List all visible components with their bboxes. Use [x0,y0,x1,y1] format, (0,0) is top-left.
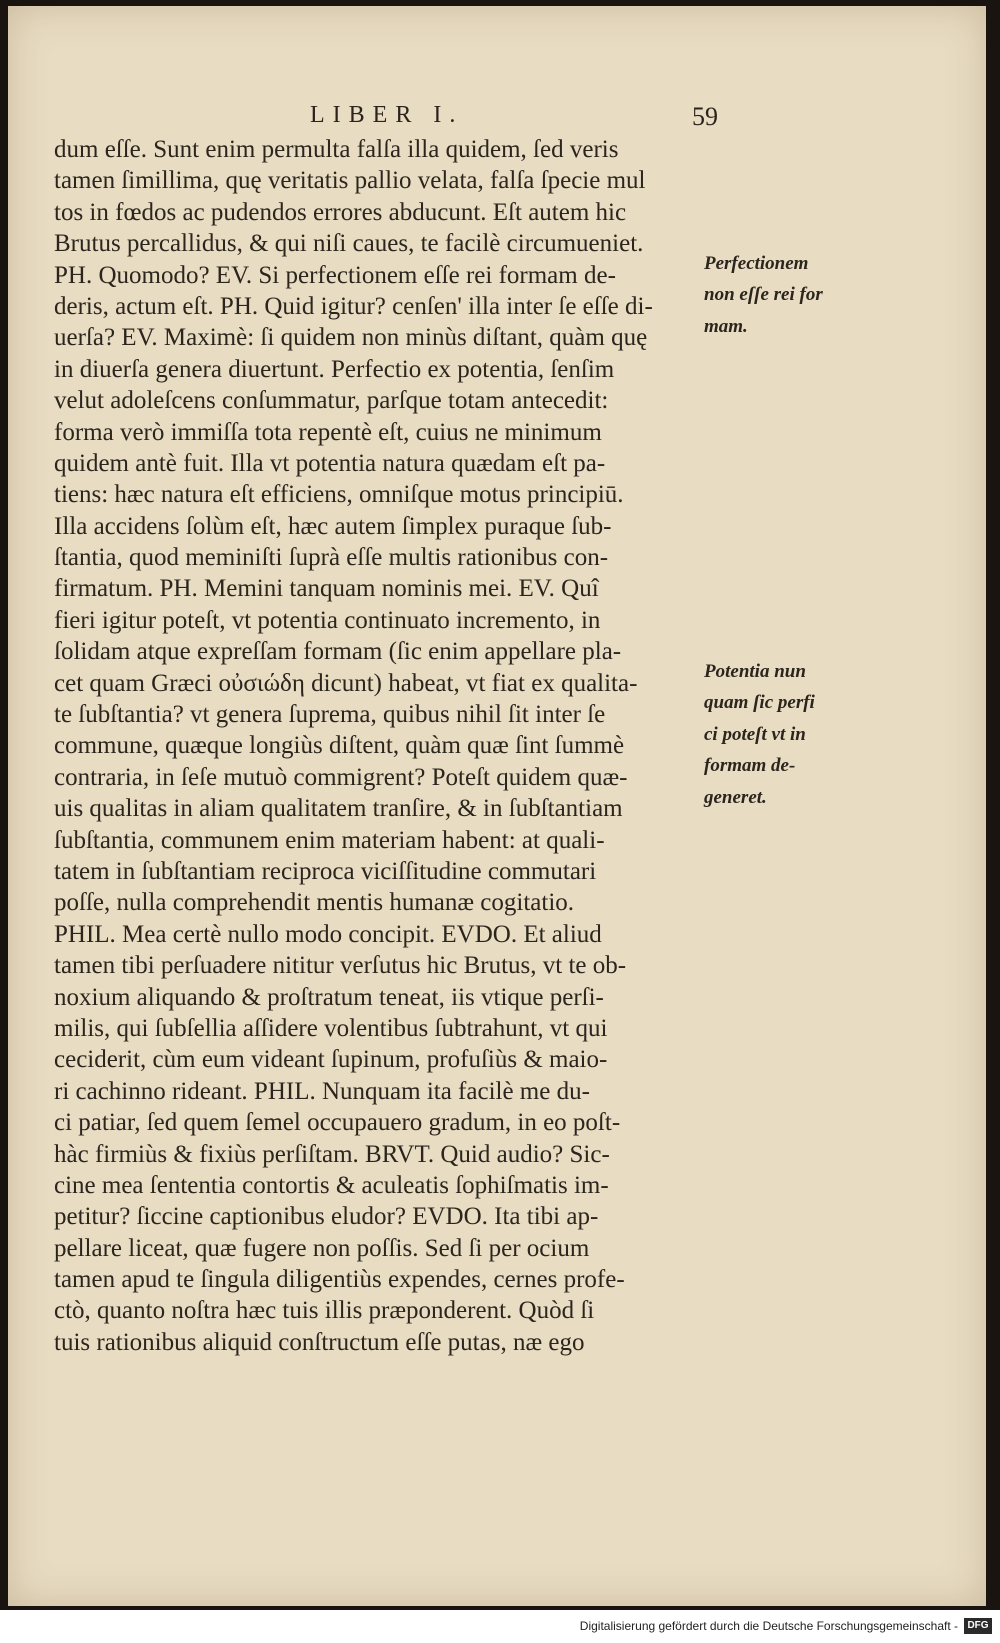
text-line: noxium aliquando & proſtratum teneat, iis vtique perſi- [54,983,604,1011]
text-line: cine mea ſententia contortis & aculeatis ſophiſmatis im- [54,1171,609,1199]
text-line: tamen tibi perſuadere nititur verſutus hic Brutus, vt te ob- [54,952,627,980]
dfg-logo-icon: DFG [964,1618,992,1634]
margin-note-perfectio [704,248,854,342]
text-line: petitur? ſiccine captionibus eludor? EVDO. Ita tibi ap- [54,1203,599,1231]
main-text [54,134,718,1358]
margin-note-line: generet. [704,786,767,808]
funding-credit: Digitalisierung gefördert durch die Deutsche Forschungsgemeinschaft - [579,1619,958,1633]
text-line: tatem in ſubſtantiam reciproca viciſſitudine commutari [54,857,597,885]
text-line: tamen ſimillima, quę veritatis pallio velata, falſa ſpecie mul [54,167,646,195]
text-line: ceciderit, cùm eum videant ſupinum, profuſiùs & maio- [54,1046,608,1074]
text-line: Brutus percallidus, & qui niſi caues, te facilè circumueniet. [54,230,644,258]
text-line: firmatum. PH. Memini tanquam nominis mei. EV. Quî [54,575,599,603]
text-line: PHIL. Mea certè nullo modo concipit. EVDO. Et aliud [54,920,602,948]
text-line: tuis rationibus aliquid conſtructum eſſe putas, næ ego [54,1328,585,1356]
text-line: ctò, quanto noſtra hæc tuis illis præponderent. Quòd ſi [54,1297,595,1325]
text-line: in diuerſa genera diuertunt. Perfectio ex potentia, ſenſim [54,355,615,383]
text-line: ci patiar, ſed quem ſemel occupauero gradum, in eo poſt- [54,1109,621,1137]
running-head: LIBER I. [310,102,464,128]
margin-note-line: quam ſic perfi [704,692,815,714]
text-line: uis qualitas in aliam qualitatem tranſire, & in ſubſtantiam [54,795,623,823]
text-line: ſtantia, quod meminiſti ſuprà eſſe multis rationibus con- [54,544,609,572]
page-header [298,102,718,138]
book-page [8,6,986,1606]
text-line: quidem antè fuit. Illa vt potentia natura quædam eſt pa- [54,449,606,477]
text-line: cet quam Græci οὐσιώδη dicunt) habeat, vt fiat ex qualita- [54,669,638,697]
text-line: commune, quæque longiùs diſtent, quàm quæ ſint ſummè [54,732,625,760]
page-number: 59 [692,102,718,131]
text-line: tamen apud te ſingula diligentiùs expendes, cernes profe- [54,1266,625,1294]
margin-note-line: Perfectionem [704,253,809,274]
text-line: tiens: hæc natura eſt efficiens, omniſque motus principiū. [54,481,624,509]
margin-note-line: Potentia nun [704,661,806,682]
text-line: dum eſſe. Sunt enim permulta falſa illa quidem, ſed veris [54,136,619,163]
digitization-footer [0,1610,1000,1643]
text-line: contraria, in ſeſe mutuò commigrent? Poteſt quidem quæ- [54,763,628,791]
text-line: ſubſtantia, communem enim materiam habent: at quali- [54,826,605,854]
text-line: Illa accidens ſolùm eſt, hæc autem ſimplex puraque ſub- [54,512,612,540]
margin-note-line: ci poteſt vt in [704,723,806,745]
text-line: uerſa? EV. Maximè: ſi quidem non minùs diſtant, quàm quę [54,324,648,352]
text-line: ſolidam atque expreſſam formam (ſic enim appellare pla- [54,638,622,666]
text-line: te ſubſtantia? vt genera ſuprema, quibus nihil ſit inter ſe [54,701,606,729]
text-line: deris, actum eſt. PH. Quid igitur? cenſen' illa inter ſe eſſe di- [54,292,653,320]
text-line: milis, qui ſubſellia aſſidere volentibus ſubtrahunt, vt qui [54,1014,608,1042]
margin-note-line: non eſſe rei for [704,284,823,306]
text-line: ri cachinno rideant. PHIL. Nunquam ita facilè me du- [54,1077,590,1105]
text-line: pellare liceat, quæ fugere non poſſis. Sed ſi per ocium [54,1234,590,1262]
text-line: poſſe, nulla comprehendit mentis humanæ cogitatio. [54,889,575,917]
text-line: PH. Quomodo? EV. Si perfectionem eſſe rei formam de- [54,261,616,289]
margin-note-line: formam de- [704,755,796,777]
text-line: forma verò immiſſa tota repentè eſt, cuius ne minimum [54,418,602,446]
text-line: fieri igitur poteſt, vt potentia continuato incremento, in [54,606,601,634]
text-line: tos in fœdos ac pudendos errores abducunt. Eſt autem hic [54,198,627,226]
text-line: velut adoleſcens conſummatur, parſque totam antecedit: [54,387,609,415]
margin-note-potentia [704,656,854,813]
margin-note-line: mam. [704,315,748,337]
text-line: hàc firmiùs & fixiùs perſiſtam. BRVT. Quid audio? Sic- [54,1140,610,1168]
